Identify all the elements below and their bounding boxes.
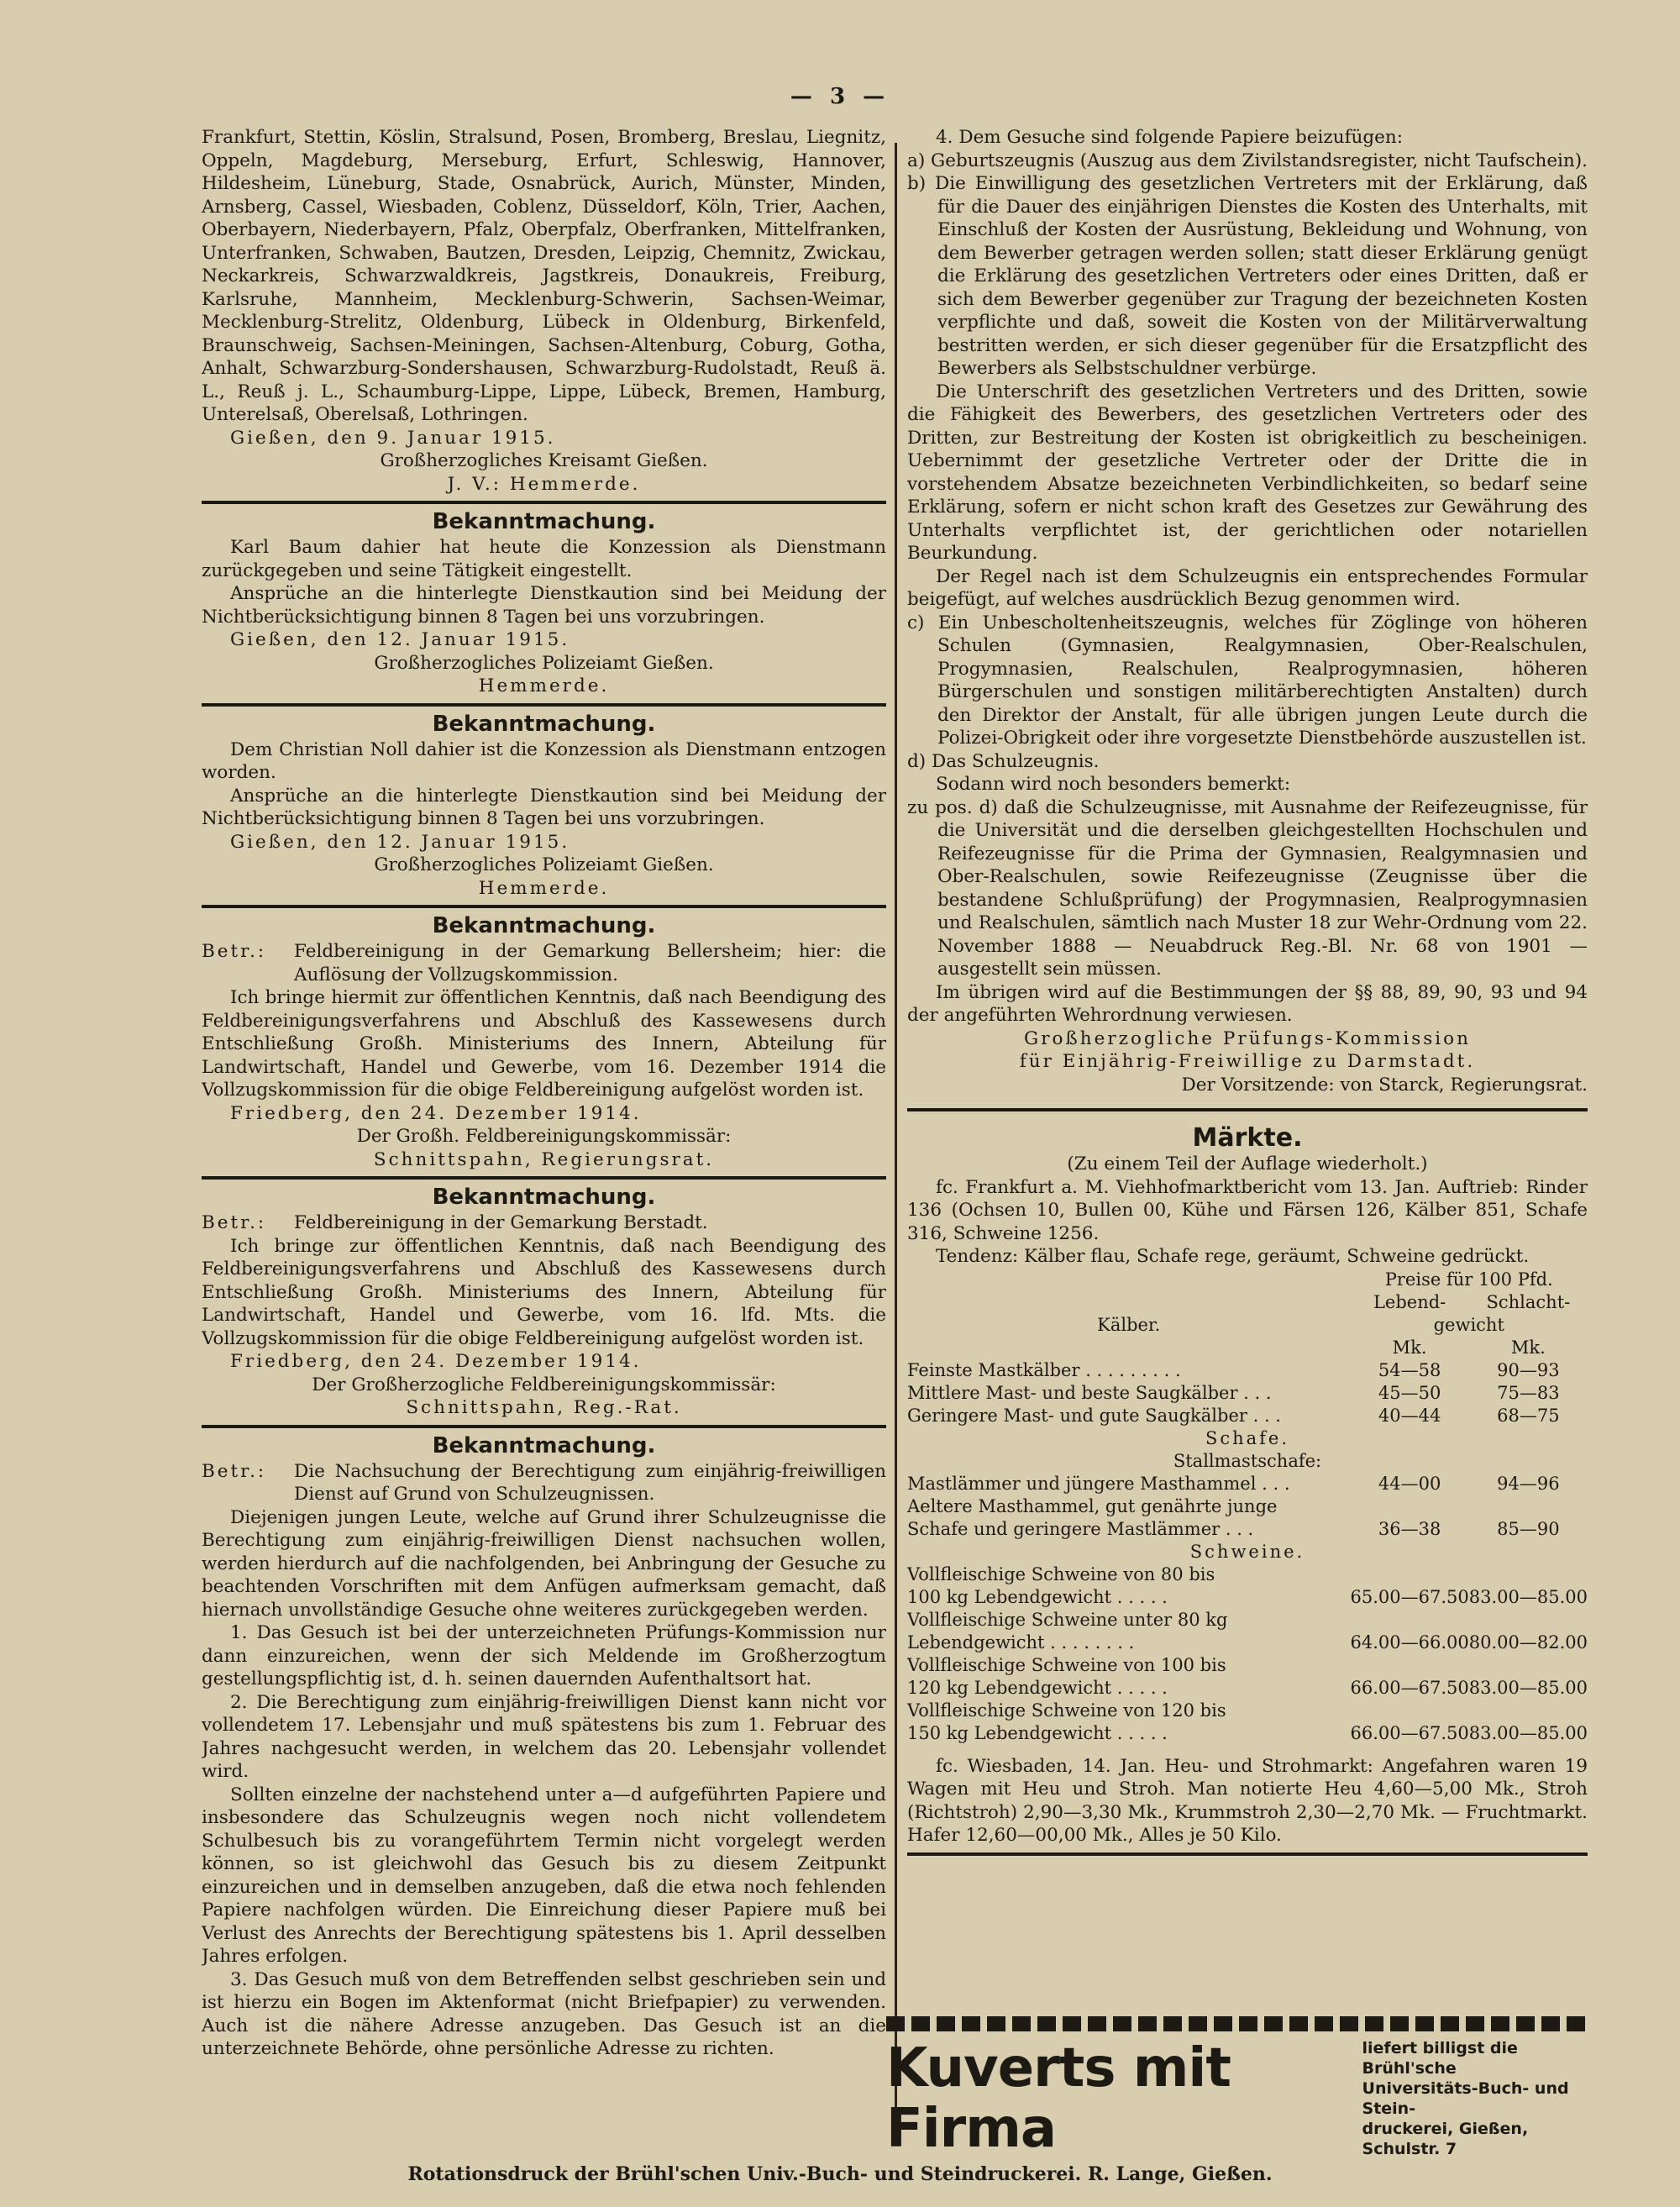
market-report: fc. Frankfurt a. M. Viehhofmarktbericht vom 13. Jan. Auftrieb: Rinder 136 (Ochsen 10, Bullen 00, Kühe und Färsen 126, Kälber 851, Schafe 316, Schweine 1256.: [907, 1176, 1588, 1244]
notice-paragraph: Ansprüche an die hinterlegte Dienstkaution sind bei Meidung der Nichtberücksichtigung binnen 8 Tagen bei uns vorzubringen.: [202, 785, 886, 829]
category-label: Schafe.: [1205, 1427, 1290, 1448]
price-cell: 40—44: [1378, 1405, 1441, 1426]
notice-date: Gießen, den 12. Januar 1915.: [230, 629, 570, 650]
notice-paragraph: Dem Christian Noll dahier ist die Konzession als Dienstmann entzogen worden.: [202, 738, 886, 783]
table-header: [907, 1314, 1588, 1337]
ad-line: Universitäts-Buch- und Stein-: [1362, 2079, 1569, 2118]
rule: [202, 1425, 886, 1428]
markets-subtitle: (Zu einem Teil der Auflage wiederholt.): [1067, 1153, 1428, 1174]
row-label: Mittlere Mast- und beste Saugkälber . . .: [907, 1382, 1272, 1403]
notice-signature: Der Großherzogliche Feldbereinigungskommissär:: [312, 1374, 776, 1395]
price-cell: 94—96: [1497, 1473, 1560, 1494]
market-report: fc. Wiesbaden, 14. Jan. Heu- und Strohmarkt: Angefahren waren 19 Wagen mit Heu und Stroh. Man notierte Heu 4,60—5,00 Mk., Stroh (Richtstroh) 2,90—3,30 Mk., Krummstroh 2,30—2,70 Mk. — Fruchtmarkt. Hafer 12,60—00,00 Mk., Alles je 50 Kilo.: [907, 1755, 1588, 1846]
subject-line: [202, 940, 886, 986]
notice-paragraph: Sodann wird noch besonders bemerkt:: [936, 774, 1291, 795]
price-cell: 66.00—67.50: [1350, 1677, 1469, 1698]
price-header: Schlacht-: [1486, 1291, 1571, 1312]
advertisement: [886, 2016, 1592, 2160]
price-cell: 80.00—82.00: [1468, 1632, 1588, 1653]
row-label: Aeltere Masthammel, gut genährte junge: [907, 1495, 1278, 1516]
subject-text: Die Nachsuchung der Berechtigung zum einjährig-freiwilligen Dienst auf Grund von Schulzeugnissen.: [294, 1460, 886, 1505]
list-item: zu pos. d) daß die Schulzeugnisse, mit Ausnahme der Reifezeugnisse, für die Universität und die derselben gleichgestellten Hochschulen und Reifezeugnisse für die Prima der Gymnasien, Realgymnasien und Ober-Realschulen, sowie Reifezeugnisse (Zeugnisse über die bestandene Schlußprüfung) der Progymnasien, Realprogymnasien und Realschulen, sämtlich nach Muster 18 zur Wehr-Ordnung vom 22. November 1888 — Neuabdruck Reg.-Bl. Nr. 68 von 1901 — ausgestellt sein müssen.: [907, 796, 1588, 980]
table-header: [907, 1269, 1588, 1291]
notice-paragraph: 4. Dem Gesuche sind folgende Papiere beizufügen:: [936, 127, 1403, 148]
notice-date: Friedberg, den 24. Dezember 1914.: [230, 1102, 642, 1124]
table-row: [907, 1427, 1588, 1450]
table-row: [907, 1722, 1588, 1745]
table-row: [907, 1382, 1588, 1405]
subject-label: Betr.:: [202, 941, 267, 962]
ad-line: druckerei, Gießen, Schulstr. 7: [1362, 2120, 1529, 2158]
row-label: Vollfleischige Schweine unter 80 kg: [907, 1609, 1228, 1630]
table-row: [907, 1632, 1588, 1654]
row-label: Lebendgewicht . . . . . . . .: [907, 1632, 1135, 1653]
price-cell: [1351, 1700, 1469, 1722]
notice-paragraph: Im übrigen wird auf die Bestimmungen der §§ 88, 89, 90, 93 und 94 der angeführten Wehrordnung verwiesen.: [907, 981, 1588, 1026]
notice-signature: Der Großh. Feldbereinigungskommissär:: [356, 1126, 732, 1147]
price-cell: 64.00—66.00: [1350, 1632, 1469, 1653]
price-cell: 83.00—85.00: [1468, 1722, 1588, 1743]
notice-paragraph: Sollten einzelne der nachstehend unter a—d aufgeführten Papiere und insbesondere das Schulzeugnis wegen noch nicht vollendetem Schulbesuch bis zu vorangeführtem Termin nicht vorgelegt werden können, so ist gleichwohl das Gesuch bis zu diesem Zeitpunkt einzureichen und in demselben anzugeben, daß die etwa noch fehlenden Papiere nachfolgen würden. Die Einreichung dieser Papiere muß bei Verlust des Anrechts der Berechtigung spätestens bis 1. April desselben Jahres erfolgen.: [202, 1784, 886, 1967]
table-row: [907, 1450, 1588, 1473]
price-cell: [1469, 1563, 1588, 1586]
row-label: Geringere Mast- und gute Saugkälber . . .: [907, 1405, 1281, 1426]
markets-heading: Märkte.: [1192, 1123, 1303, 1153]
price-header: Lebend-: [1373, 1291, 1446, 1312]
notice-date: Gießen, den 12. Januar 1915.: [230, 831, 570, 853]
notice-signature: Der Vorsitzende: von Starck, Regierungsrat.: [1181, 1074, 1588, 1096]
list-item: c) Ein Unbescholtenheitszeugnis, welches für Zöglinge von höheren Schulen (Gymnasien, Realgymnasien, Ober-Realschulen, Progymnasien, Realschulen, Realprogymnasien, höheren Bürgerschulen und sonstigen militärberechtigten Anstalten) durch den Direktor der Anstalt, für alle übrigen jungen Leute durch die Polizei-Obrigkeit oder ihre vorgesetzte Dienstbehörde auszustellen ist.: [907, 612, 1588, 749]
table-row: [907, 1359, 1588, 1382]
price-cell: 85—90: [1497, 1518, 1560, 1539]
calf-rows: [907, 1359, 1588, 1427]
price-cell: 75—83: [1497, 1382, 1560, 1403]
table-header: [907, 1291, 1588, 1314]
notice-paragraph: Ich bringe zur öffentlichen Kenntnis, daß nach Beendigung des Feldbereinigungsverfahrens und Abschluß des Kassewesens durch Entschließung Großh. Ministeriums des Innern, Abteilung für Landwirtschaft, Handel und Gewerbe, vom 16. lfd. Mts. die Vollzugskommission für die obige Feldbereinigung aufgelöst worden ist.: [202, 1235, 886, 1349]
table-row: [907, 1518, 1588, 1541]
notice-signature: für Einjährig-Freiwillige zu Darmstadt.: [1019, 1051, 1476, 1072]
notice-date: Friedberg, den 24. Dezember 1914.: [230, 1351, 642, 1372]
notice-heading: Bekanntmachung.: [432, 913, 656, 938]
printer-imprint: Rotationsdruck der Brühl'schen Univ.-Buch- und Steindruckerei. R. Lange, Gießen.: [407, 2163, 1273, 2185]
price-cell: [1351, 1609, 1469, 1632]
price-cell: [1351, 1563, 1469, 1586]
price-cell: [1469, 1609, 1588, 1632]
row-label: Vollfleischige Schweine von 120 bis: [907, 1700, 1226, 1721]
price-cell: 45—50: [1378, 1382, 1441, 1403]
subject-line: [202, 1460, 886, 1506]
notice-paragraph: 1. Das Gesuch ist bei der unterzeichneten Prüfungs-Kommission nur dann einzureichen, wenn der sich Meldende im Großherzogtum gestellungspflichtig ist, d. h. seinen dauernden Aufenthaltsort hat.: [202, 1622, 886, 1689]
category-label: Kälber.: [1097, 1314, 1161, 1335]
rule: [907, 1108, 1588, 1111]
list-item: d) Das Schulzeugnis.: [907, 750, 1100, 772]
price-cell: 54—58: [1378, 1359, 1441, 1380]
table-row: [907, 1609, 1588, 1632]
table-row: [907, 1495, 1588, 1518]
left-column: [202, 126, 886, 2075]
rule: [202, 905, 886, 908]
notice-signature: J. V.: Hemmerde.: [447, 473, 641, 495]
price-cell: 90—93: [1497, 1359, 1560, 1380]
ad-line: liefert billigst die Brühl'sche: [1362, 2039, 1518, 2078]
notice-heading: Bekanntmachung.: [432, 1432, 656, 1458]
notice-signature: Schnittspahn, Reg.-Rat.: [406, 1397, 682, 1418]
unit-label: Mk.: [1510, 1337, 1546, 1358]
table-row: [907, 1677, 1588, 1700]
subject-label: Betr.:: [202, 1212, 267, 1233]
row-label: Vollfleischige Schweine von 100 bis: [907, 1654, 1226, 1675]
notice-paragraph: Ansprüche an die hinterlegte Dienstkaution sind bei Meidung der Nichtberücksichtigung binnen 8 Tagen bei uns vorzubringen.: [202, 583, 886, 628]
price-cell: 83.00—85.00: [1468, 1677, 1588, 1698]
row-label: 150 kg Lebendgewicht . . . . .: [907, 1722, 1168, 1743]
price-cell: [1351, 1495, 1469, 1518]
subject-line: [202, 1211, 886, 1235]
price-cell: [1469, 1700, 1588, 1722]
price-cell: [1469, 1495, 1588, 1518]
notice-signature: Hemmerde.: [478, 675, 610, 696]
notice-heading: Bekanntmachung.: [432, 1185, 656, 1210]
row-label: Feinste Mastkälber . . . . . . . . .: [907, 1359, 1181, 1380]
ad-border: [886, 2016, 1592, 2031]
category-label: Stallmastschafe:: [1173, 1450, 1322, 1471]
notice-paragraph: 3. Das Gesuch muß von dem Betreffenden selbst geschrieben sein und ist hierzu ein Bogen im Aktenformat (nicht Briefpapier) zu verwenden. Auch ist die nähere Adresse anzugeben. Das Gesuch ist an die unterzeichnete Behörde, ohne persönliche Adresse zu richten.: [202, 1968, 886, 2059]
table-header: [907, 1337, 1588, 1359]
subject-label: Betr.:: [202, 1460, 267, 1482]
notice-date: Gießen, den 9. Januar 1915.: [230, 427, 556, 449]
notice-signature: Großherzogliches Polizeiamt Gießen.: [374, 854, 714, 875]
price-table: [907, 1269, 1588, 1745]
price-header: Preise für 100 Pfd.: [1384, 1269, 1553, 1290]
table-row: [907, 1654, 1588, 1677]
row-label: Mastlämmer und jüngere Masthammel . . .: [907, 1473, 1290, 1494]
table-row: [907, 1700, 1588, 1722]
list-item: b) Die Einwilligung des gesetzlichen Vertreters mit der Erklärung, daß für die Dauer des einjährigen Dienstes die Kosten des Unterhalts, mit Einschluß der Kosten der Ausrüstung, Bekleidung und Wohnung, von dem Bewerber getragen werden sollen; statt dieser Erklärung genügt die Erklärung des gesetzlichen Vertreters oder eines Dritten, daß er sich dem Bewerber gegenüber zur Tragung der bezeichneten Kosten verpflichte und daß, soweit die Kosten von der Militärverwaltung bestritten werden, er sich dieser gegenüber für die Ersatzpflicht des Bewerbers als Selbstschuldner verbürge.: [907, 173, 1588, 379]
list-item: a) Geburtszeugnis (Auszug aus dem Zivilstandsregister, nicht Taufschein).: [907, 150, 1588, 171]
price-cell: [1469, 1654, 1588, 1677]
ad-body: [886, 2038, 1592, 2159]
notice-heading: Bekanntmachung.: [432, 509, 656, 534]
ad-text: [1362, 2038, 1592, 2159]
pig-rows: [907, 1563, 1588, 1745]
price-cell: 83.00—85.00: [1468, 1586, 1588, 1607]
price-cell: 36—38: [1378, 1518, 1441, 1539]
table-row: [907, 1563, 1588, 1586]
page-number: — 3 —: [790, 84, 890, 109]
table-row: [907, 1473, 1588, 1495]
table-row: [907, 1405, 1588, 1427]
price-cell: 66.00—67.50: [1350, 1722, 1469, 1743]
notice-paragraph: Karl Baum dahier hat heute die Konzession als Dienstmann zurückgegeben und seine Tätigkeit eingestellt.: [202, 537, 886, 581]
rule: [202, 703, 886, 707]
rule: [202, 1176, 886, 1180]
sheep-rows: [907, 1473, 1588, 1541]
notice-paragraph: Diejenigen jungen Leute, welche auf Grund ihrer Schulzeugnisse die Berechtigung zum einjährig-freiwilligen Dienst nachsuchen wollen, werden hierdurch auf die nachfolgenden, bei Anbringung der Gesuche zu beachtenden Vorschriften mit dem Anfügen aufmerksam gemacht, daß hiernach unvollständige Gesuche ohne weiteres zurückgegeben werden.: [202, 1506, 886, 1621]
price-cell: 65.00—67.50: [1350, 1586, 1469, 1607]
market-tendency: Tendenz: Kälber flau, Schafe rege, geräumt, Schweine gedrückt.: [936, 1246, 1530, 1267]
notice-signature: Großherzogliche Prüfungs-Kommission: [1024, 1027, 1471, 1049]
table-row: [907, 1586, 1588, 1609]
notice-paragraph: Die Unterschrift des gesetzlichen Vertreters und des Dritten, sowie die Fähigkeit des Bewerbers, des gesetzlichen Vertreters oder des Dritten, zur Bestreitung der Kosten ist obrigkeitlich zu bescheinigen. Uebernimmt der gesetzliche Vertreter oder der Dritte die in vorstehendem Absatze bezeichneten Verbindlichkeiten, so bedarf seine Erklärung, sofern er nicht schon kraft des Gesetzes zur Gewährung des Unterhalts verpflichtet ist, der gerichtlichen oder notariellen Beurkundung.: [907, 381, 1588, 564]
row-label: 120 kg Lebendgewicht . . . . .: [907, 1677, 1168, 1698]
price-header: gewicht: [1433, 1314, 1504, 1335]
notice-signature: Schnittspahn, Regierungsrat.: [373, 1148, 715, 1170]
notice-paragraph: 2. Die Berechtigung zum einjährig-freiwilligen Dienst kann nicht vor vollendetem 17. Lebensjahr und muß spätestens bis zum 1. Februar des Jahres nachgesucht werden, in welchem das 20. Lebensjahr vollendet wird.: [202, 1691, 886, 1782]
notice-paragraph: Der Regel nach ist dem Schulzeugnis ein entsprechendes Formular beigefügt, auf welches ausdrücklich Bezug genommen wird.: [907, 565, 1588, 610]
district-list: Frankfurt, Stettin, Köslin, Stralsund, Posen, Bromberg, Breslau, Liegnitz, Oppeln, Magdeburg, Merseburg, Erfurt, Schleswig, Hannover, Hildesheim, Lüneburg, Stade, Osnabrück, Aurich, Münster, Minden, Arnsberg, Cassel, Wiesbaden, Coblenz, Düsseldorf, Köln, Trier, Aachen, Oberbayern, Niederbayern, Pfalz, Oberpfalz, Oberfranken, Mittelfranken, Unterfranken, Schwaben, Bautzen, Dresden, Leipzig, Chemnitz, Zwickau, Neckarkreis, Schwarzwaldkreis, Jagstkreis, Donaukreis, Freiburg, Karlsruhe, Mannheim, Mecklenburg-Schwerin, Sachsen-Weimar, Mecklenburg-Strelitz, Oldenburg, Lübeck in Oldenburg, Birkenfeld, Braunschweig, Sachsen-Meiningen, Sachsen-Altenburg, Coburg, Gotha, Anhalt, Schwarzburg-Sondershausen, Schwarzburg-Rudolstadt, Reuß ä. L., Reuß j. L., Schaumburg-Lippe, Lippe, Lübeck, Bremen, Hamburg, Unterelsaß, Oberelsaß, Lothringen.: [202, 127, 886, 425]
notice-signature: Großherzogliches Kreisamt Gießen.: [380, 450, 708, 471]
notice-signature: Großherzogliches Polizeiamt Gießen.: [374, 652, 714, 674]
column-divider: [895, 143, 897, 2134]
unit-label: Mk.: [1392, 1337, 1427, 1358]
price-cell: [1351, 1654, 1469, 1677]
notice-paragraph: Ich bringe hiermit zur öffentlichen Kenntnis, daß nach Beendigung des Feldbereinigungsverfahrens und Abschluß des Kassewesens durch Entschließung Großh. Ministeriums des Innern, Abteilung für Landwirtschaft, Handel und Gewerbe, vom 16. Dezember 1914 die Vollzugskommission für die obige Feldbereinigung aufgelöst worden ist.: [202, 987, 886, 1101]
table-row: [907, 1541, 1588, 1563]
row-label: Schafe und geringere Mastlämmer . . .: [907, 1518, 1254, 1539]
price-cell: 68—75: [1497, 1405, 1560, 1426]
notice-signature: Hemmerde.: [478, 877, 610, 899]
row-label: Vollfleischige Schweine von 80 bis: [907, 1563, 1215, 1584]
category-label: Schweine.: [1189, 1541, 1305, 1562]
row-label: 100 kg Lebendgewicht . . . . .: [907, 1586, 1168, 1607]
rule: [202, 501, 886, 504]
price-cell: 44—00: [1378, 1473, 1441, 1494]
notice-heading: Bekanntmachung.: [432, 711, 656, 737]
ad-title: Kuverts mit Firma: [886, 2037, 1231, 2160]
subject-text: Feldbereinigung in der Gemarkung Bellersheim; hier: die Auflösung der Vollzugskommission.: [294, 941, 886, 985]
subject-text: Feldbereinigung in der Gemarkung Berstadt.: [294, 1212, 708, 1233]
rule: [907, 1852, 1588, 1856]
right-column: [907, 126, 1588, 2075]
